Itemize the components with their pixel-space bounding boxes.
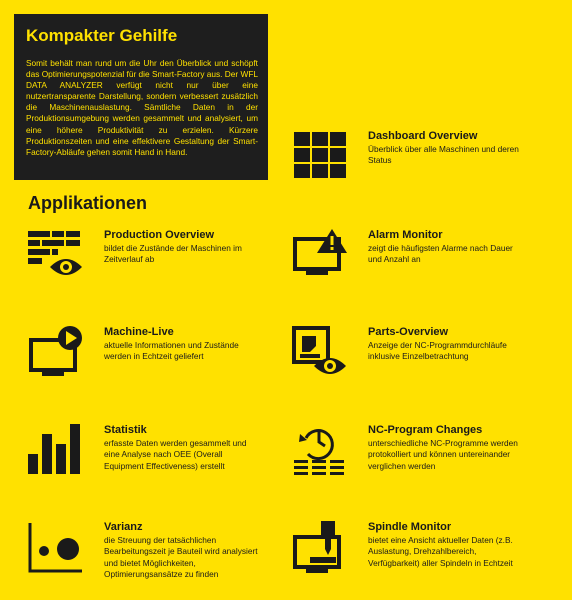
- monitor-warning-icon: [292, 229, 348, 281]
- app-description: erfasste Daten werden gesammelt und eine Analyse nach OEE (Overall Equipment Effectiveness) erstellt: [104, 438, 247, 471]
- app-title: Spindle Monitor: [368, 521, 452, 533]
- app-title: Parts-Overview: [368, 326, 449, 338]
- clock-history-icon: [292, 424, 348, 476]
- app-title: Machine-Live: [104, 326, 174, 338]
- app-description: Überblick über alle Maschinen und deren Status: [368, 144, 519, 166]
- bar-chart-icon: [28, 424, 84, 476]
- app-title: Alarm Monitor: [368, 229, 443, 241]
- app-description: unterschiedliche NC-Programme werden protokolliert und können untereinander verglichen werden: [368, 438, 518, 471]
- info-box-text: Somit behält man rund um die Uhr den Überblick und schöpft das Optimierungspotenzial für die Smart-Factory aus. Der WFL DATA ANALYZER verfügt nicht nur über eine nutzertransparente Darstellung, sondern verbessert zusätzlich die Maschinenauslastung. Sämtliche Daten in der Produktionsumgebung werden gesammelt und analysiert, um eine höhere Produktivität zu erzielen. Kürzere Produktionszeiten und eine effektivere Gestaltung der Smart-Factory-Abläufe gehen somit Hand in Hand.: [26, 58, 258, 157]
- machine-eye-icon: [292, 326, 348, 378]
- app-title: NC-Program Changes: [368, 424, 483, 436]
- app-description: Anzeige der NC-Programmdurchläufe inklusive Einzelbetrachtung: [368, 340, 507, 362]
- table-eye-icon: [28, 229, 84, 281]
- app-description: bildet die Zustände der Maschinen im Zeitverlauf ab: [104, 243, 242, 265]
- app-title: Varianz: [104, 521, 143, 533]
- section-title: Applikationen: [28, 193, 148, 213]
- app-description: bietet eine Ansicht aktueller Daten (z.B. Auslastung, Drehzahlbereich, Verfügbarkeit) aller Spindeln in Echtzeit: [368, 535, 513, 568]
- app-title: Dashboard Overview: [368, 130, 478, 142]
- info-box-title: Kompakter Gehilfe: [26, 26, 178, 45]
- scatter-dots-icon: [28, 521, 84, 573]
- app-description: zeigt die häufigsten Alarme nach Dauer und Anzahl an: [368, 243, 513, 265]
- app-description: die Streuung der tatsächlichen Bearbeitungszeit je Bauteil wird analysiert und bietet Möglichkeiten, Optimierungsansätze zu finden: [104, 535, 258, 579]
- app-title: Statistik: [104, 424, 147, 436]
- grid-icon: [292, 130, 348, 182]
- app-description: aktuelle Informationen und Zustände werden in Echtzeit geliefert: [104, 340, 239, 362]
- spindle-icon: [292, 521, 348, 573]
- app-title: Production Overview: [104, 229, 215, 241]
- monitor-play-icon: [28, 326, 84, 378]
- info-box: [14, 14, 268, 180]
